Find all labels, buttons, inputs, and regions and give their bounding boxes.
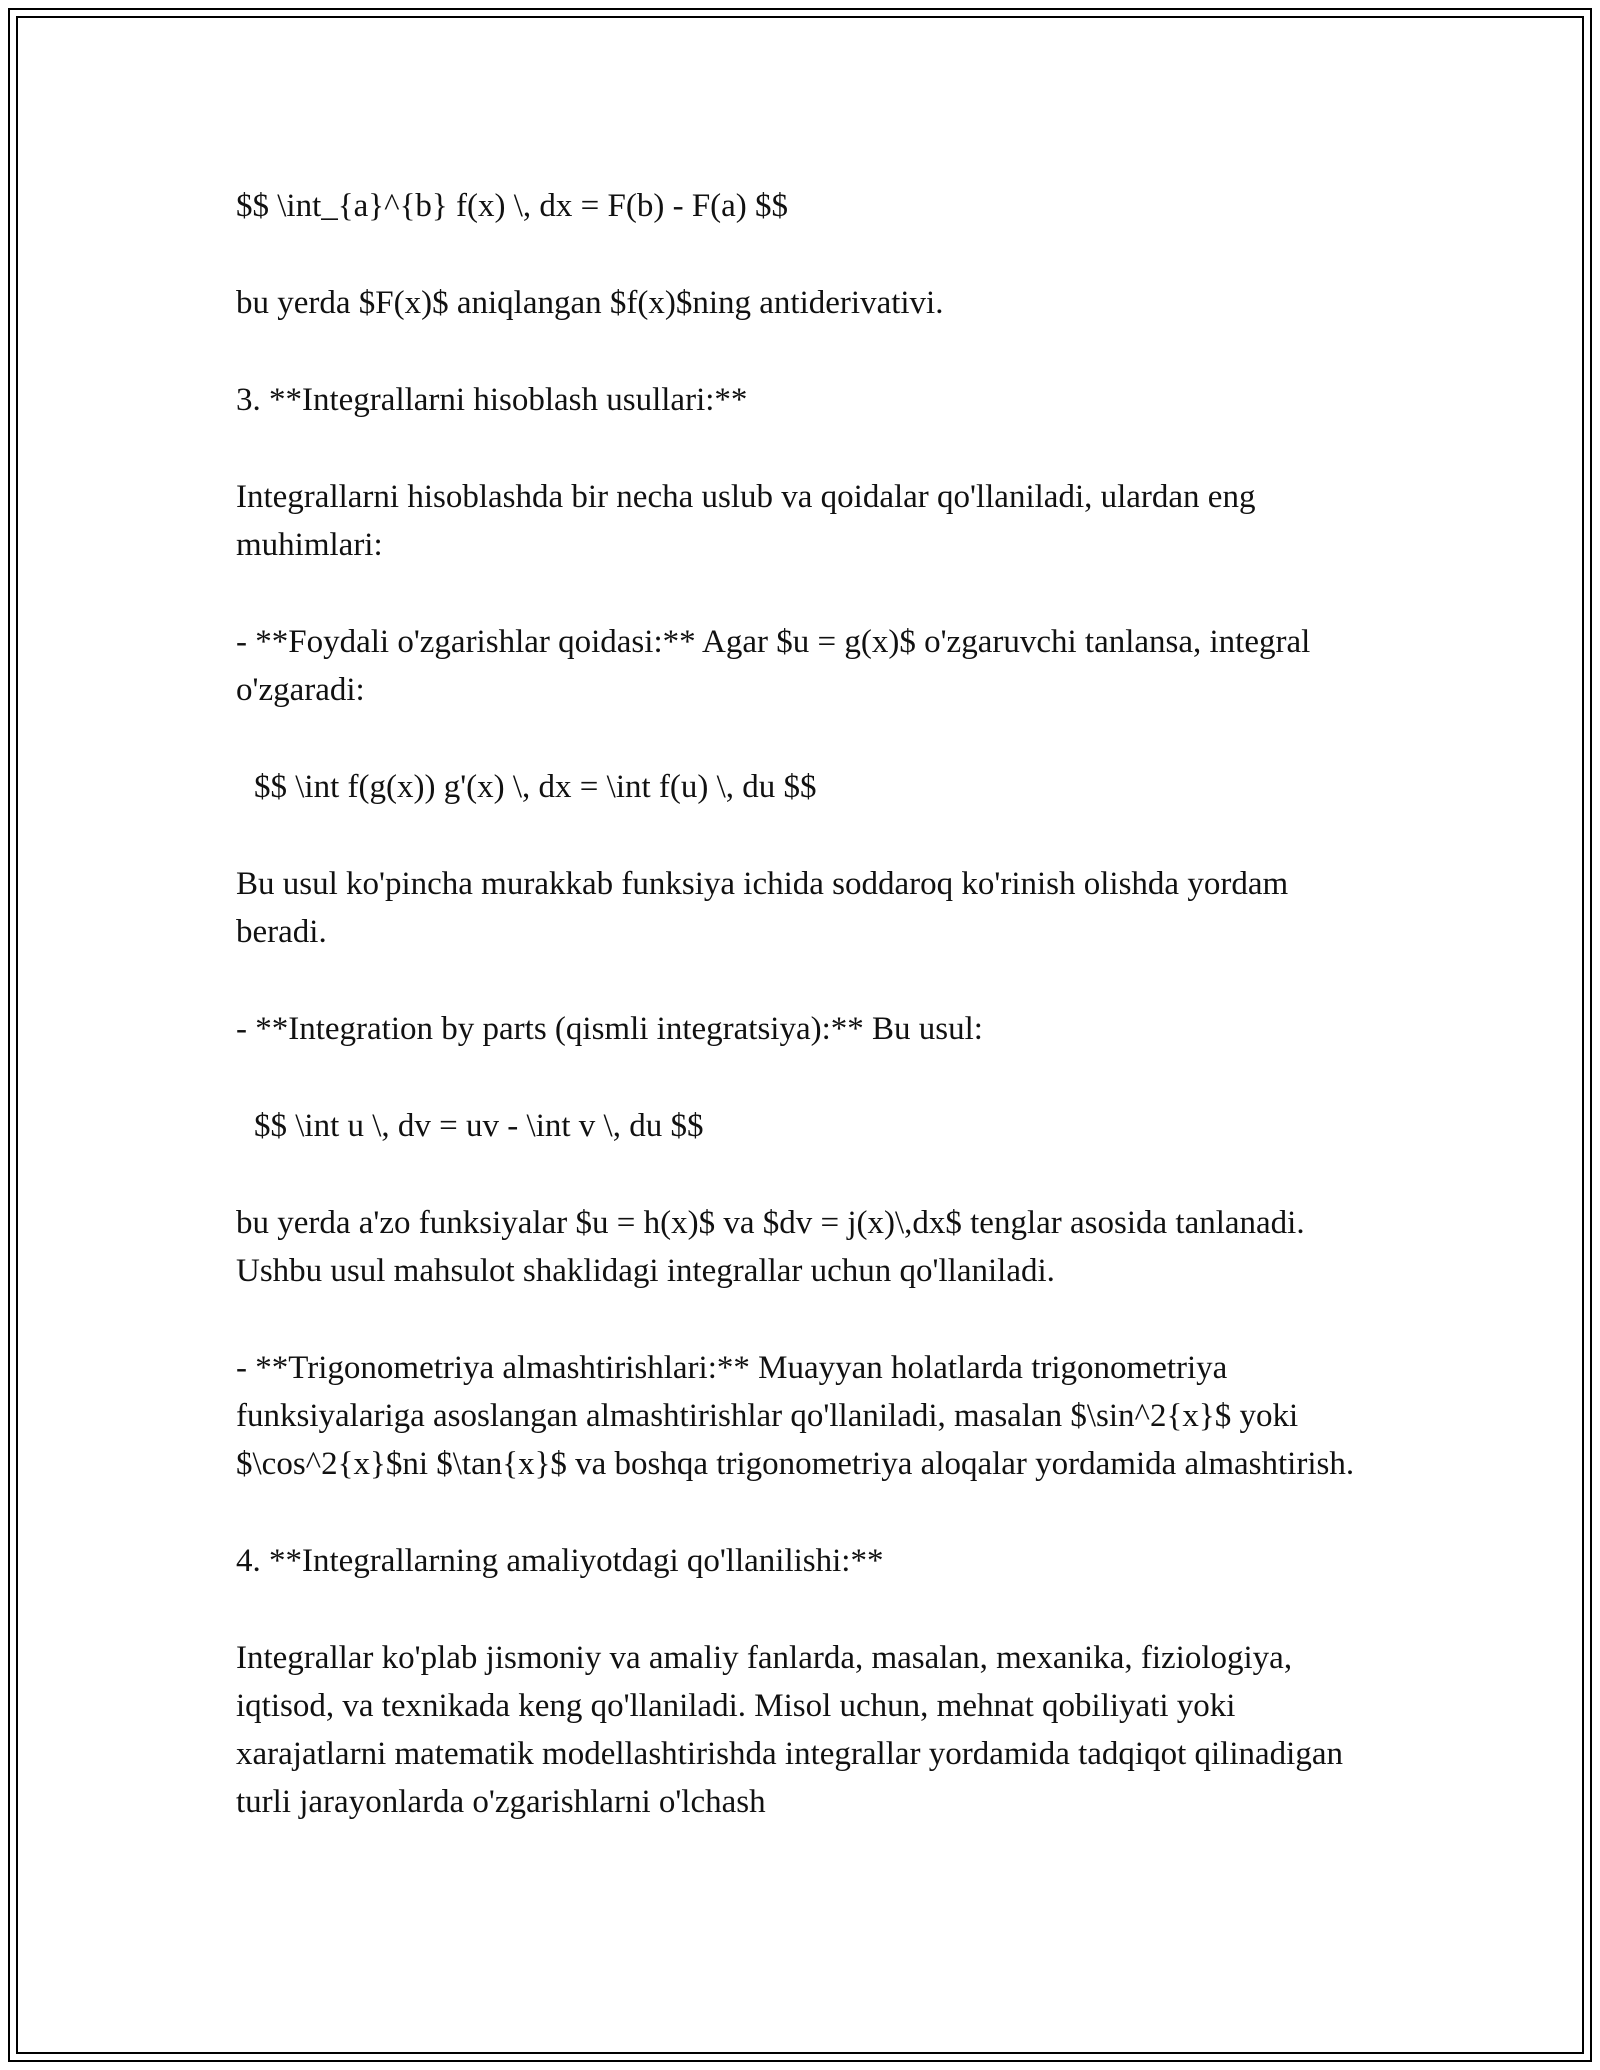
document-body — [236, 182, 1366, 1875]
list-item-integration-by-parts: - **Integration by parts (qismli integratsiya):** Bu usul: — [236, 1011, 983, 1047]
list-item-substitution: - **Foydali o'zgarishlar qoidasi:** Agar $u = g(x)$ o'zgaruvchi tanlansa, integral o'zgaradi: — [236, 624, 1311, 708]
section-heading-methods: 3. **Integrallarni hisoblash usullari:** — [236, 382, 748, 418]
formula-substitution: $$ \int f(g(x)) g'(x) \, dx = \int f(u) \, du $$ — [254, 769, 817, 805]
paragraph-antiderivative-note: bu yerda $F(x)$ aniqlangan $f(x)$ning antiderivativi. — [236, 285, 944, 321]
paragraph-parts-note: bu yerda a'zo funksiyalar $u = h(x)$ va $dv = j(x)\,dx$ tenglar asosida tanlanadi. Ushbu usul mahsulot shaklidagi integrallar uchun qo'llaniladi. — [236, 1205, 1305, 1289]
list-item-trigonometric: - **Trigonometriya almashtirishlari:** Muayyan holatlarda trigonometriya funksiyalariga asoslangan almashtirishlar qo'llaniladi, masalan $\sin^2{x}$ yoki $\cos^2{x}$ni $\tan{x}$ va boshqa trigonometriya aloqalar yordamida almashtirish. — [236, 1350, 1355, 1482]
section-heading-applications: 4. **Integrallarning amaliyotdagi qo'llanilishi:** — [236, 1543, 884, 1579]
formula-definite-integral: $$ \int_{a}^{b} f(x) \, dx = F(b) - F(a) $$ — [236, 188, 789, 224]
formula-integration-by-parts: $$ \int u \, dv = uv - \int v \, du $$ — [254, 1108, 704, 1144]
paragraph-methods-intro: Integrallarni hisoblashda bir necha uslub va qoidalar qo'llaniladi, ulardan eng muhimlari: — [236, 479, 1256, 563]
paragraph-applications: Integrallar ko'plab jismoniy va amaliy fanlarda, masalan, mexanika, fiziologiya, iqtisod, va texnikada keng qo'llaniladi. Misol uchun, mehnat qobiliyati yoki xarajatlarni matematik modellashtirishda integrallar yordamida tadqiqot qilinadigan turli jarayonlarda o'zgarishlarni o'lchash — [236, 1640, 1343, 1820]
paragraph-substitution-note: Bu usul ko'pincha murakkab funksiya ichida soddaroq ko'rinish olishda yordam beradi. — [236, 866, 1289, 950]
